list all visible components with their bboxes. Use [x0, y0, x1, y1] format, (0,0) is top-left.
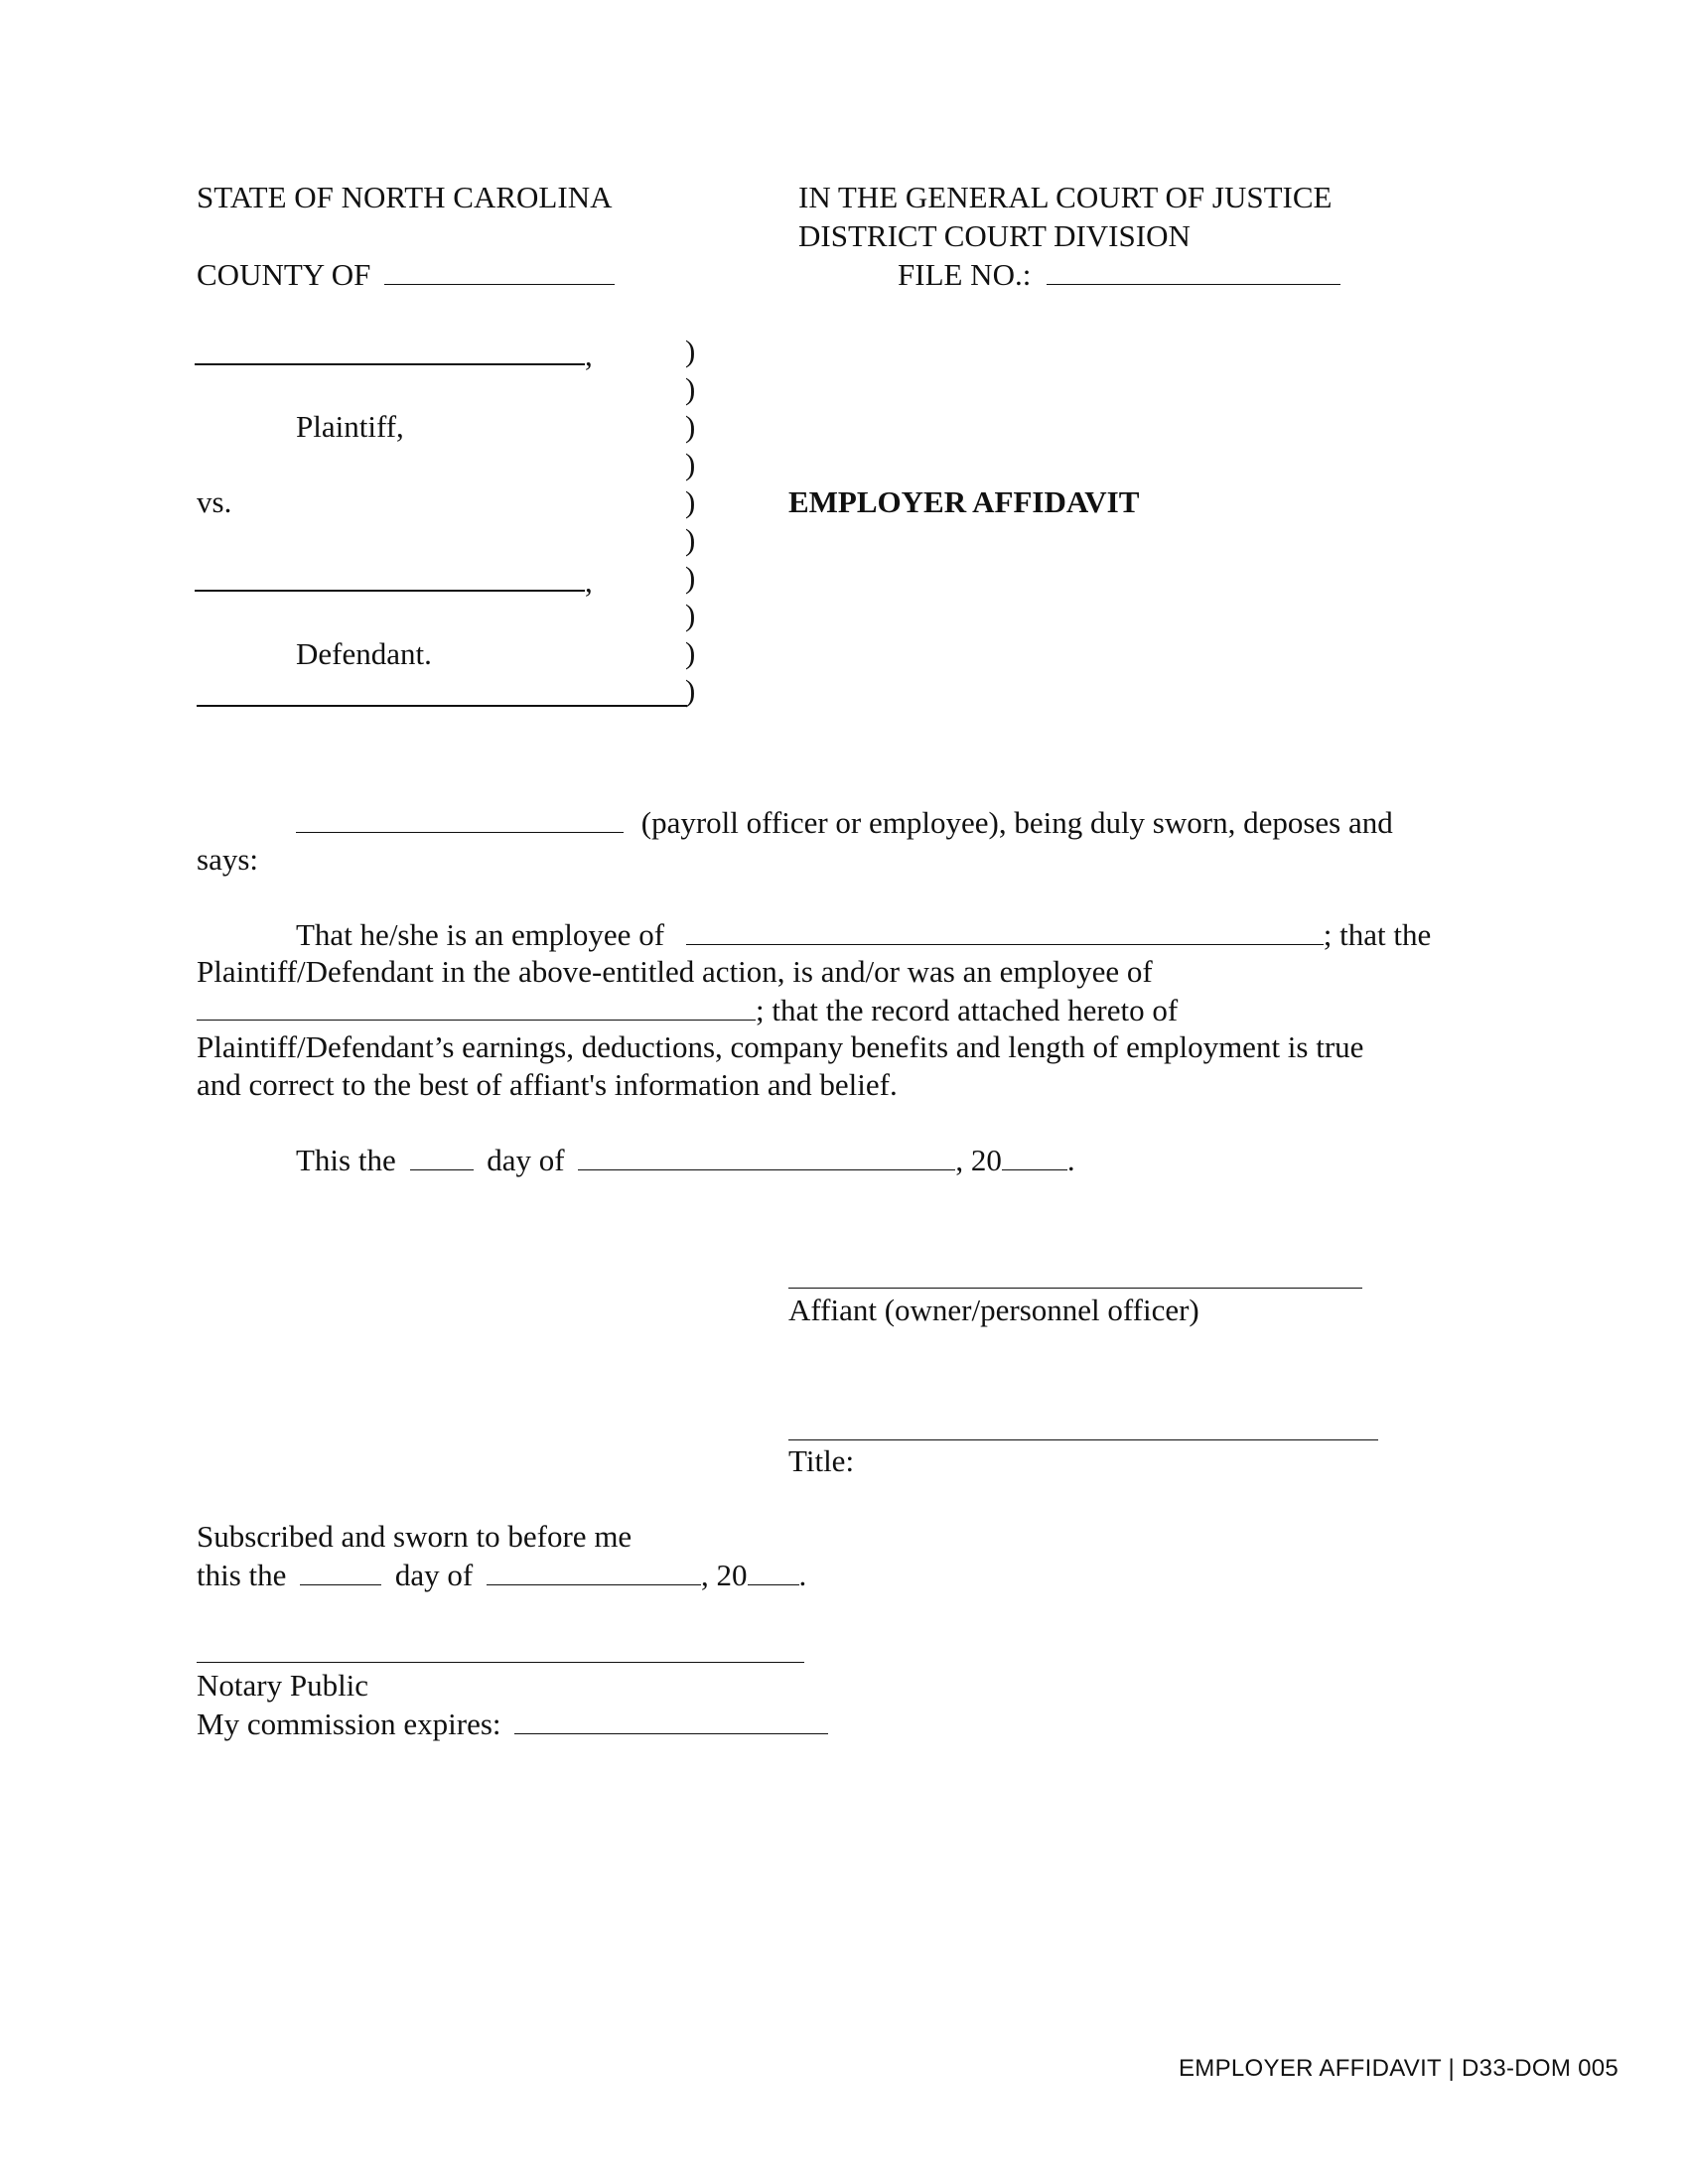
affiant-label: Affiant (owner/personnel officer) [788, 1293, 1199, 1327]
county-label: COUNTY OF [197, 257, 371, 292]
affiant-signature-line[interactable] [788, 1288, 1362, 1289]
month-blank[interactable] [578, 1144, 955, 1170]
notary-public-label: Notary Public [197, 1668, 369, 1703]
state-heading: STATE OF NORTH CAROLINA [197, 180, 613, 214]
deponent-name-blank[interactable] [296, 806, 624, 833]
deponent-line [296, 806, 1393, 838]
vs-label: vs. [197, 484, 232, 519]
notary-day-of: day of [394, 1558, 474, 1592]
caption-paren: ) [685, 447, 696, 481]
caption-paren: ) [685, 673, 696, 708]
caption-bottom-rule [197, 705, 687, 707]
plaintiff-name-blank[interactable] [195, 338, 585, 365]
employee-of-suffix: ; that the [1323, 917, 1432, 952]
paragraph-line-5: and correct to the best of affiant's information and belief. [197, 1067, 898, 1102]
caption-paren: ) [685, 560, 696, 595]
notary-year-blank[interactable] [748, 1559, 799, 1585]
file-no-blank[interactable] [1047, 258, 1340, 285]
deponent-suffix: (payroll officer or employee), being duly sworn, deposes and [640, 805, 1393, 840]
date-year-prefix: , 20 [955, 1143, 1002, 1177]
footer-form-id: EMPLOYER AFFIDAVIT | D33-DOM 005 [1179, 2055, 1619, 2082]
defendant-comma: , [585, 564, 593, 599]
notary-day-blank[interactable] [300, 1559, 381, 1585]
plaintiff-comma: , [585, 338, 593, 372]
commission-line [197, 1707, 828, 1739]
notary-date-end: . [798, 1558, 807, 1592]
day-blank[interactable] [410, 1144, 474, 1170]
employer-name-blank-2[interactable] [197, 994, 756, 1021]
notary-year-prefix: , 20 [701, 1558, 748, 1592]
caption-paren: ) [685, 522, 696, 557]
employee-of-line [296, 918, 1431, 950]
caption-paren: ) [685, 371, 696, 406]
division-heading: DISTRICT COURT DIVISION [798, 218, 1191, 253]
date-day-of: day of [487, 1143, 565, 1177]
file-no-line [898, 258, 1340, 290]
caption-paren: ) [685, 334, 696, 368]
title-signature-line[interactable] [788, 1439, 1378, 1440]
defendant-name-blank[interactable] [195, 564, 585, 592]
document-title: EMPLOYER AFFIDAVIT [788, 484, 1140, 519]
says-text: says: [197, 842, 258, 877]
paragraph-line-3 [197, 994, 1178, 1025]
caption-paren: ) [685, 484, 696, 519]
notary-signature-line[interactable] [197, 1662, 804, 1663]
date-line [296, 1144, 1075, 1175]
defendant-label: Defendant. [296, 636, 432, 671]
employee-of-prefix: That he/she is an employee of [296, 917, 665, 952]
paragraph-line-4: Plaintiff/Defendant’s earnings, deductions, company benefits and length of employment is true [197, 1029, 1364, 1064]
file-no-label: FILE NO.: [898, 257, 1032, 292]
title-label: Title: [788, 1443, 855, 1478]
plaintiff-name-line [195, 338, 593, 370]
commission-expires-blank[interactable] [514, 1707, 828, 1734]
county-line [197, 258, 615, 290]
record-attached-text: ; that the record attached hereto of [756, 993, 1179, 1027]
notary-date-line [197, 1559, 806, 1590]
caption-paren: ) [685, 409, 696, 444]
caption-paren: ) [685, 635, 696, 670]
notary-month-blank[interactable] [487, 1559, 701, 1585]
county-blank[interactable] [384, 258, 615, 285]
court-heading: IN THE GENERAL COURT OF JUSTICE [798, 180, 1333, 214]
date-prefix: This the [296, 1143, 396, 1177]
caption-paren: ) [685, 598, 696, 632]
notary-this-the: this the [197, 1558, 287, 1592]
employer-name-blank[interactable] [686, 918, 1324, 945]
plaintiff-label: Plaintiff, [296, 409, 404, 444]
paragraph-line-2: Plaintiff/Defendant in the above-entitled action, is and/or was an employee of [197, 954, 1153, 989]
commission-label: My commission expires: [197, 1706, 501, 1741]
year-blank[interactable] [1002, 1144, 1067, 1170]
defendant-name-line [195, 564, 593, 597]
date-end: . [1066, 1143, 1075, 1177]
subscribed-text: Subscribed and sworn to before me [197, 1519, 633, 1554]
